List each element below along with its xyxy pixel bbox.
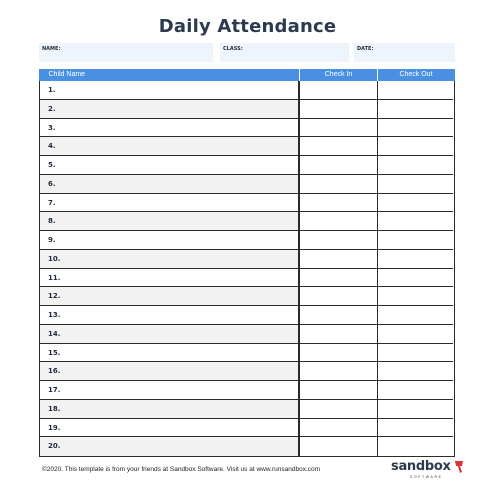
check-in-cell[interactable] bbox=[299, 250, 377, 268]
check-out-cell[interactable] bbox=[378, 306, 453, 324]
table-row bbox=[40, 306, 453, 325]
check-in-cell[interactable] bbox=[299, 81, 377, 99]
table-row bbox=[40, 194, 453, 213]
check-out-cell[interactable] bbox=[378, 381, 453, 399]
row-number: 4. bbox=[48, 142, 56, 151]
row-number: 13. bbox=[48, 311, 61, 319]
table-row bbox=[40, 381, 453, 400]
logo-subtitle: SOFTWARE bbox=[410, 475, 443, 479]
table-body bbox=[40, 81, 453, 456]
check-out-cell[interactable] bbox=[378, 81, 453, 99]
check-in-cell[interactable] bbox=[299, 137, 377, 155]
row-number: 2. bbox=[48, 104, 56, 113]
column-divider bbox=[298, 81, 300, 456]
class-field[interactable] bbox=[220, 43, 349, 62]
table-row bbox=[40, 400, 453, 419]
table-row bbox=[40, 137, 453, 156]
check-in-cell[interactable] bbox=[299, 325, 377, 343]
check-out-cell[interactable] bbox=[378, 344, 453, 362]
check-out-cell[interactable] bbox=[378, 175, 453, 193]
table-row bbox=[40, 156, 453, 175]
row-number: 3. bbox=[48, 123, 56, 132]
header-child-name: Child Name bbox=[48, 70, 86, 78]
check-in-cell[interactable] bbox=[299, 419, 377, 437]
row-number: 19. bbox=[48, 423, 61, 432]
column-divider bbox=[377, 81, 379, 456]
check-out-cell[interactable] bbox=[378, 437, 453, 456]
shovel-icon bbox=[453, 460, 465, 474]
row-number: 7. bbox=[48, 198, 56, 207]
check-in-cell[interactable] bbox=[299, 381, 377, 399]
table-row bbox=[40, 437, 453, 456]
table-row bbox=[40, 250, 453, 269]
check-in-cell[interactable] bbox=[299, 269, 377, 287]
check-in-cell[interactable] bbox=[299, 100, 377, 118]
row-number: 20. bbox=[48, 442, 61, 451]
row-number: 18. bbox=[48, 404, 61, 413]
check-in-cell[interactable] bbox=[299, 362, 377, 380]
header-check-in: Check In bbox=[324, 70, 353, 78]
check-out-cell[interactable] bbox=[378, 400, 453, 418]
table-row bbox=[40, 119, 453, 138]
check-out-cell[interactable] bbox=[378, 119, 453, 137]
check-in-cell[interactable] bbox=[299, 156, 377, 174]
check-out-cell[interactable] bbox=[378, 100, 453, 118]
row-number: 6. bbox=[48, 179, 56, 188]
check-in-cell[interactable] bbox=[299, 400, 377, 418]
footer-text: ©2020. This template is from your friends at Sandbox Software. Visit us at www.runsandbox.com bbox=[42, 466, 321, 473]
check-out-cell[interactable] bbox=[378, 250, 453, 268]
check-out-cell[interactable] bbox=[378, 325, 453, 343]
check-out-cell[interactable] bbox=[378, 194, 453, 212]
check-in-cell[interactable] bbox=[299, 119, 377, 137]
check-out-cell[interactable] bbox=[378, 156, 453, 174]
row-number: 1. bbox=[48, 86, 56, 94]
page-title: Daily Attendance bbox=[158, 16, 337, 37]
class-label: CLASS: bbox=[223, 46, 243, 52]
date-field[interactable] bbox=[354, 43, 455, 62]
row-number: 17. bbox=[48, 386, 61, 394]
check-out-cell[interactable] bbox=[378, 269, 453, 287]
attendance-table bbox=[39, 69, 455, 457]
table-row bbox=[40, 362, 453, 381]
check-out-cell[interactable] bbox=[378, 212, 453, 230]
row-number: 14. bbox=[48, 329, 61, 338]
check-in-cell[interactable] bbox=[299, 306, 377, 324]
table-header bbox=[39, 69, 455, 81]
sandbox-logo[interactable] bbox=[391, 459, 466, 487]
check-in-cell[interactable] bbox=[299, 231, 377, 249]
check-in-cell[interactable] bbox=[299, 344, 377, 362]
date-label: DATE: bbox=[357, 46, 374, 52]
row-number: 5. bbox=[48, 161, 56, 169]
row-number: 10. bbox=[48, 254, 61, 263]
table-row bbox=[40, 100, 453, 119]
check-out-cell[interactable] bbox=[378, 419, 453, 437]
check-in-cell[interactable] bbox=[299, 175, 377, 193]
table-row bbox=[40, 269, 453, 288]
check-out-cell[interactable] bbox=[378, 362, 453, 380]
row-number: 11. bbox=[48, 273, 61, 282]
table-row bbox=[40, 344, 453, 363]
name-label: NAME: bbox=[42, 46, 61, 52]
check-out-cell[interactable] bbox=[378, 231, 453, 249]
row-number: 15. bbox=[48, 348, 61, 357]
table-row bbox=[40, 419, 453, 438]
info-fields bbox=[39, 43, 455, 62]
check-in-cell[interactable] bbox=[299, 437, 377, 456]
row-number: 12. bbox=[48, 292, 61, 301]
table-row bbox=[40, 212, 453, 231]
logo-wordmark: sandbox bbox=[391, 459, 451, 474]
row-number: 9. bbox=[48, 236, 56, 244]
table-row bbox=[40, 287, 453, 306]
check-out-cell[interactable] bbox=[378, 137, 453, 155]
table-row bbox=[40, 325, 453, 344]
table-row bbox=[40, 81, 453, 100]
row-number: 16. bbox=[48, 367, 61, 376]
name-field[interactable] bbox=[39, 43, 213, 62]
header-check-out: Check Out bbox=[399, 70, 433, 78]
row-number: 8. bbox=[48, 217, 56, 226]
check-in-cell[interactable] bbox=[299, 194, 377, 212]
table-row bbox=[40, 231, 453, 250]
check-in-cell[interactable] bbox=[299, 287, 377, 305]
check-out-cell[interactable] bbox=[378, 287, 453, 305]
check-in-cell[interactable] bbox=[299, 212, 377, 230]
table-row bbox=[40, 175, 453, 194]
